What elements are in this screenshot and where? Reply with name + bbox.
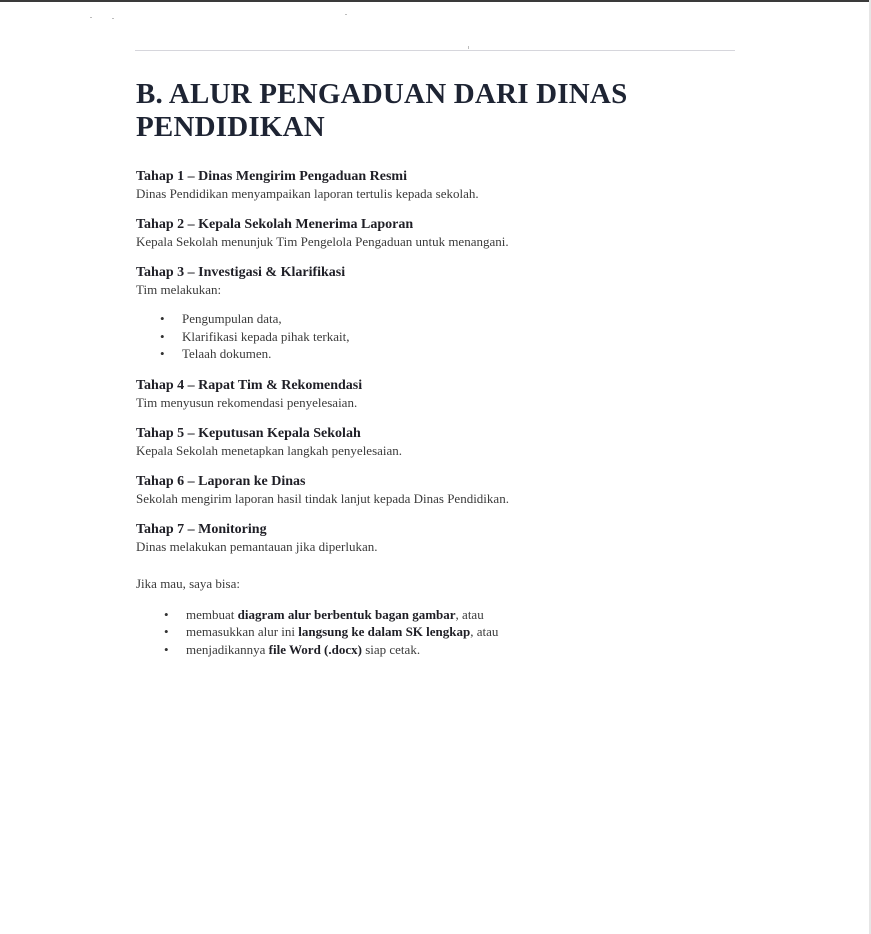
step-description: Tim melakukan:: [136, 282, 222, 297]
step-1: [136, 168, 736, 202]
scan-speck: [468, 46, 469, 49]
step-heading: Tahap 5 – Keputusan Kepala Sekolah: [136, 425, 361, 441]
offer-suffix: , atau: [455, 606, 484, 622]
offer-item: [186, 641, 736, 659]
offer-prefix: membuat: [186, 606, 238, 622]
scan-speck: [345, 14, 347, 15]
step-7: [136, 521, 736, 555]
step-description: Tim menyusun rekomendasi penyelesaian.: [136, 394, 358, 410]
offer-list: [136, 606, 736, 659]
step-description: Kepala Sekolah menetapkan langkah penyelesaian.: [136, 442, 403, 458]
scan-top-edge: [0, 0, 871, 2]
step-heading: Tahap 6 – Laporan ke Dinas: [136, 473, 306, 489]
list-item: • Pengumpulan data,: [182, 310, 736, 328]
step-3: [136, 264, 736, 363]
offer-item: [186, 623, 736, 641]
document-title: B. ALUR PENGADUAN DARI DINAS PENDIDIKAN: [136, 78, 628, 143]
step-description: Dinas melakukan pemantauan jika diperlukan.: [136, 538, 378, 554]
step-4: [136, 377, 736, 411]
offer-bold-text: diagram alur berbentuk bagan gambar: [237, 606, 456, 622]
scan-speck: [112, 18, 114, 19]
list-item: • Klarifikasi kepada pihak terkait,: [182, 328, 736, 346]
step-heading: Tahap 4 – Rapat Tim & Rekomendasi: [136, 377, 363, 393]
step-description: Dinas Pendidikan menyampaikan laporan tertulis kepada sekolah.: [136, 186, 479, 201]
step-3-bullet-list: [136, 310, 736, 363]
step-heading: Tahap 2 – Kepala Sekolah Menerima Laporan: [136, 217, 414, 232]
step-description: Kepala Sekolah menunjuk Tim Pengelola Pengaduan untuk menangani.: [136, 234, 509, 249]
closing-intro: Jika mau, saya bisa:: [136, 575, 240, 591]
step-6: [136, 473, 736, 507]
document-body: [136, 78, 736, 670]
offer-item: [186, 606, 736, 624]
step-2: [136, 216, 736, 250]
step-5: [136, 425, 736, 459]
offer-bold-text: file Word (.docx): [268, 641, 362, 657]
offer-suffix: , atau: [470, 624, 499, 639]
offer-bold-text: langsung ke dalam SK lengkap: [298, 624, 471, 639]
offer-prefix: menjadikannya: [186, 641, 269, 657]
list-item: • Telaah dokumen.: [182, 345, 736, 363]
step-description: Sekolah mengirim laporan hasil tindak lanjut kepada Dinas Pendidikan.: [136, 490, 509, 506]
step-heading: Tahap 3 – Investigasi & Klarifikasi: [136, 265, 346, 280]
offer-prefix: memasukkan alur ini: [186, 624, 299, 639]
offer-suffix: siap cetak.: [361, 641, 421, 657]
step-heading: Tahap 7 – Monitoring: [136, 521, 267, 537]
scan-speck: [90, 17, 92, 18]
header-rule: [135, 50, 735, 51]
step-heading: Tahap 1 – Dinas Mengirim Pengaduan Resmi: [136, 169, 407, 184]
